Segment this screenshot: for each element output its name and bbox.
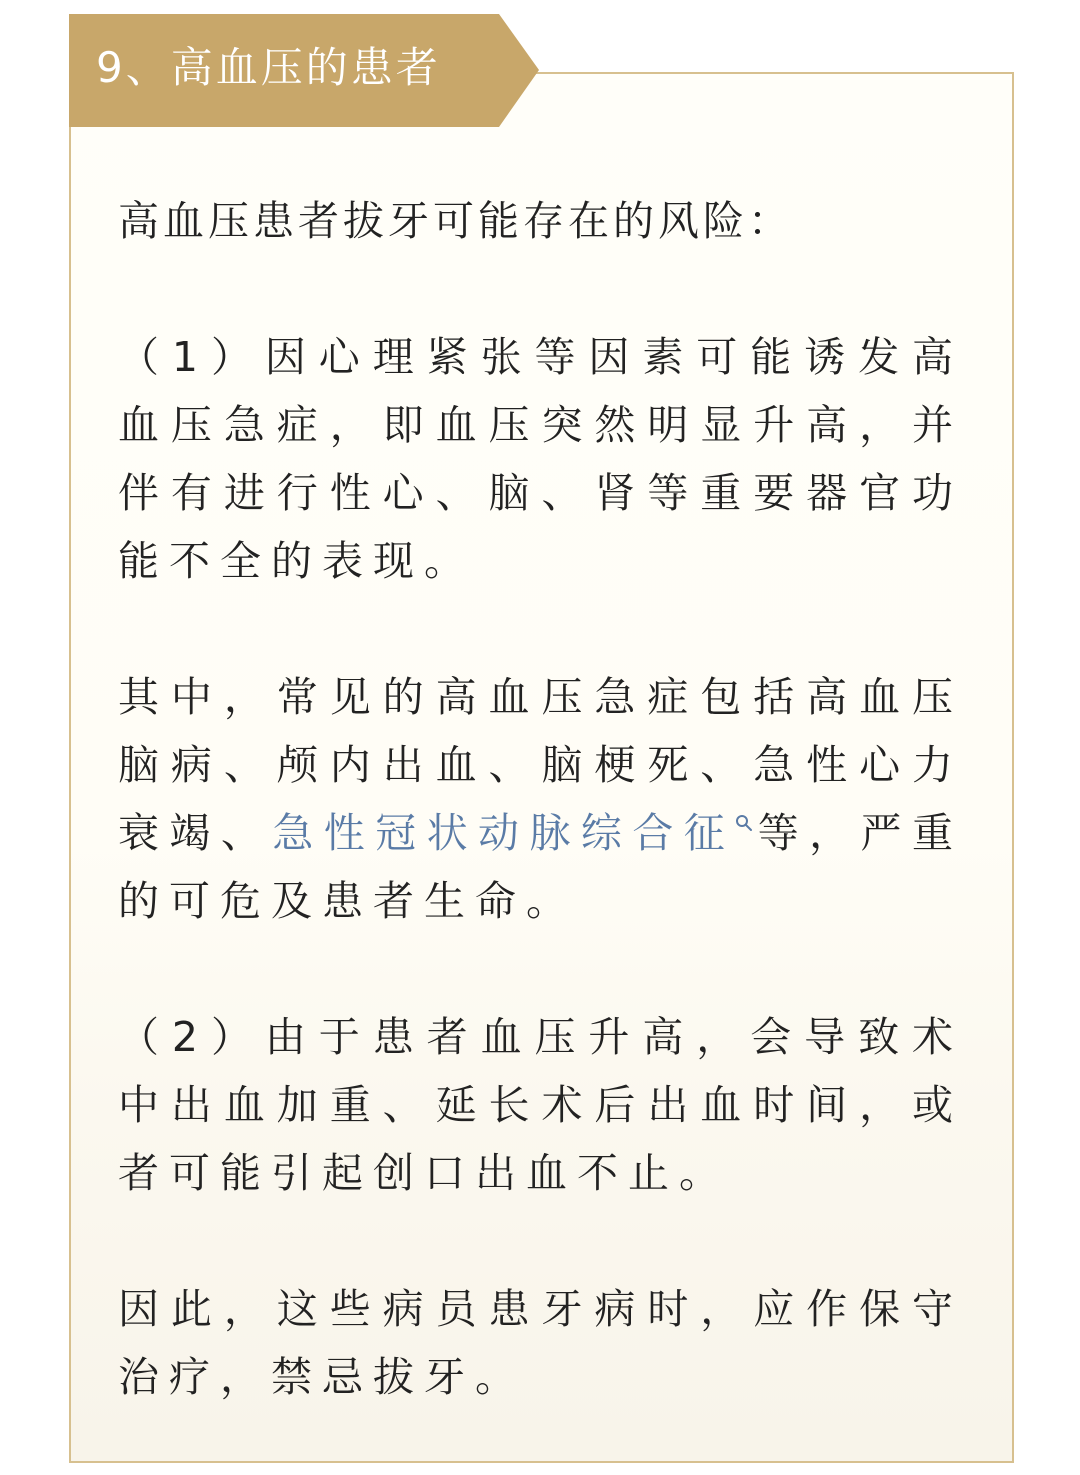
common-emergencies-prefix: 其中，常见的高血压急症包括高血压脑病、颅内出血、脑梗死、急性心力衰竭、 [118, 673, 963, 857]
common-emergencies-suffix: 等，严重的可危及患者生命。 [118, 809, 963, 925]
intro-paragraph: 高血压患者拔牙可能存在的风险： [118, 197, 793, 245]
risk-1-paragraph: （1）因心理紧张等因素可能诱发高血压急症，即血压突然明显升高，并伴有进行性心、脑、肾等重要器官功能不全的表现。 [118, 333, 963, 585]
conclusion-paragraph: 因此，这些病员患牙病时，应作保守治疗，禁忌拔牙。 [118, 1285, 963, 1401]
section-title: 9、高血压的患者 [96, 43, 441, 92]
search-icon[interactable] [735, 814, 757, 835]
risk-2-paragraph: （2）由于患者血压升高，会导致术中出血加重、延长术后出血时间，或者可能引起创口出血不止。 [118, 1013, 963, 1197]
article-body [118, 187, 963, 1411]
acute-coronary-syndrome-link[interactable]: 急性冠状动脉综合征 [272, 809, 736, 857]
common-emergencies-paragraph [118, 663, 963, 935]
